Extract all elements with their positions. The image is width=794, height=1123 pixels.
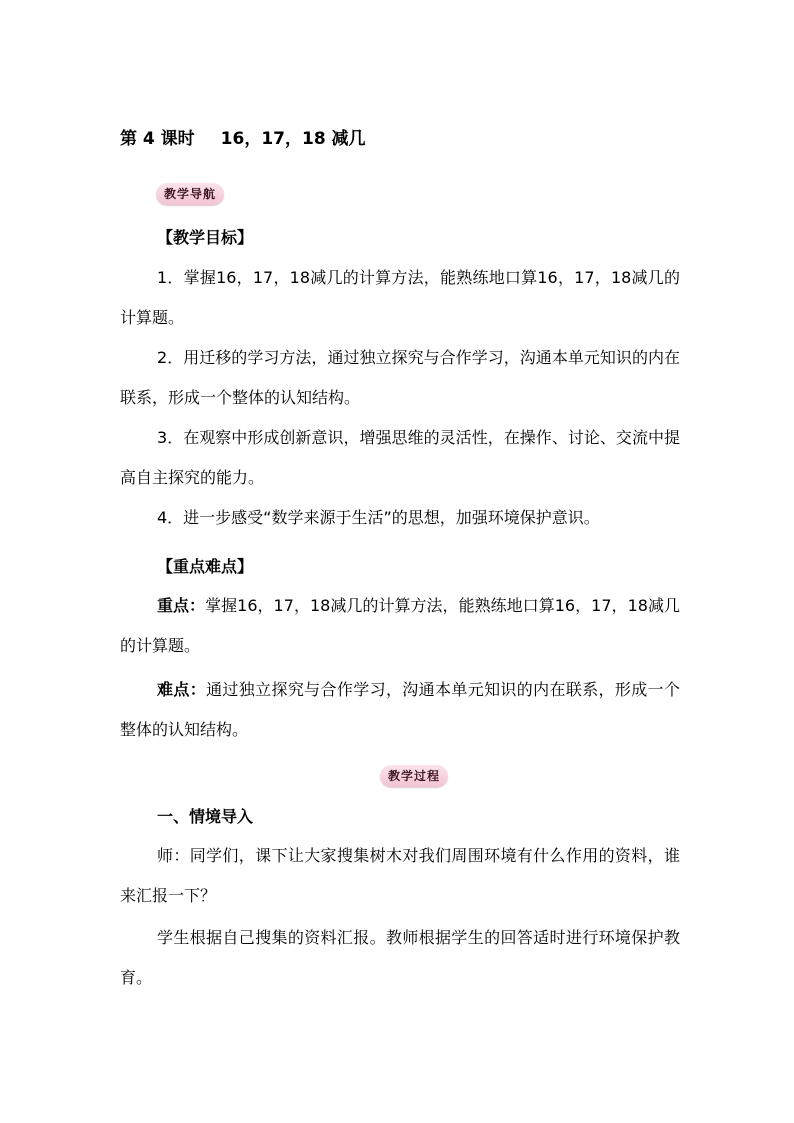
section-heading-intro: 一、情境导入 (157, 807, 254, 826)
objective-item-4: 4．进一步感受“数学来源于生活”的思想，加强环境保护意识。 (157, 508, 600, 527)
student-paragraph: 学生根据自己搜集的资料汇报。教师根据学生的回答适时进行环境保护教育。 (120, 928, 680, 987)
objective-item-3: 3．在观察中形成创新意识，增强思维的灵活性，在操作、讨论、交流中提高自主探究的能力。 (120, 428, 680, 487)
objectives-heading: 【教学目标】 (157, 228, 254, 247)
lesson-number: 第 4 课时 (120, 129, 195, 149)
objective-item-1: 1．掌握16，17，18减几的计算方法，能熟练地口算16，17，18减几的计算题。 (120, 268, 680, 327)
key-point (120, 586, 680, 666)
difficult-point-text: 通过独立探究与合作学习，沟通本单元知识的内在联系，形成一个整体的认知结构。 (120, 680, 680, 739)
key-point-text: 掌握16，17，18减几的计算方法，能熟练地口算16，17，18减几的计算题。 (120, 596, 680, 655)
objective-item-2: 2．用迁移的学习方法，通过独立探究与合作学习，沟通本单元知识的内在联系，形成一个整体的认知结构。 (120, 348, 680, 407)
difficult-point-label: 难点： (157, 680, 207, 699)
teacher-paragraph: 师：同学们，课下让大家搜集树木对我们周围环境有什么作用的资料，谁来汇报一下？ (120, 846, 680, 905)
lesson-title (120, 124, 366, 149)
teaching-process-badge: 教学过程 (380, 765, 448, 787)
difficult-point (120, 670, 680, 750)
lesson-topic: 16，17，18 减几 (220, 129, 366, 149)
key-point-label: 重点： (157, 596, 206, 615)
keypoints-heading: 【重点难点】 (157, 557, 254, 576)
teaching-navigation-badge: 教学导航 (156, 183, 224, 205)
